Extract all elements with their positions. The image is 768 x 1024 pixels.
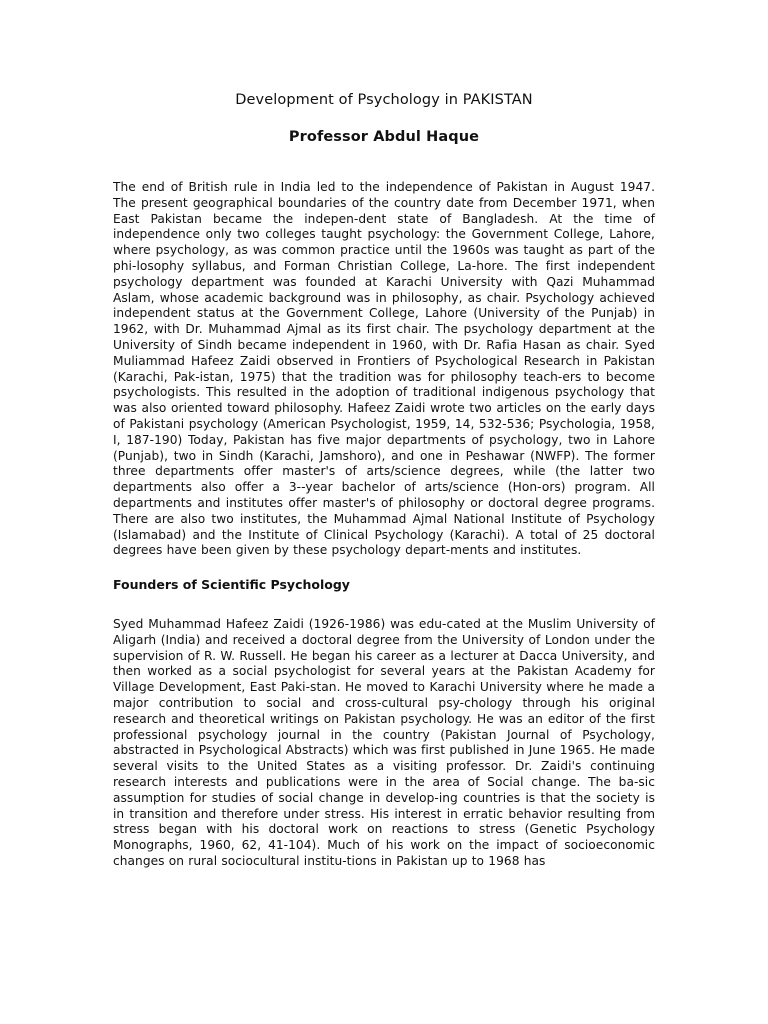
body-paragraph-zaidi: Syed Muhammad Hafeez Zaidi (1926-1986) was edu-cated at the Muslim University of Aligarh (India) and received a doctoral degree from the University of London under the supervision of R. W. Russell. He began his career as a lecturer at Dacca University, and then worked as a social psychologist for several years at the Pakistan Academy for Village Development, East Paki-stan. He moved to Karachi University where he made a major contribution to social and cross-cultural psy-chology through his original research and theoretical writings on Pakistan psychology. He was an editor of the first professional psychology journal in the country (Pakistan Journal of Psychology, abstracted in Psychological Abstracts) which was first published in June 1965. He made several visits to the United States as a visiting professor. Dr. Zaidi's continuing research interests and publications were in the area of Social change. The ba-sic assumption for studies of social change in develop-ing countries is that the society is in transition and therefore under stress. His interest in erratic behavior resulting from stress began with his doctoral work on reactions to stress (Genetic Psychology Monographs, 1960, 62, 41-104). Much of his work on the impact of socioeconomic changes on rural sociocultural institu-tions in Pakistan up to 1968 has	[113, 617, 655, 868]
document-title: Development of Psychology in PAKISTAN	[235, 92, 533, 108]
document-author: Professor Abdul Haque	[288, 129, 480, 145]
section-heading-founders: Founders of Scientific Psychology	[113, 577, 350, 592]
body-paragraph-intro: The end of British rule in India led to the independence of Pakistan in August 1947. The present geographical boundaries of the country date from December 1971, when East Pakistan became the indepen-dent state of Bangladesh. At the time of independence only two colleges taught psychology: the Government College, Lahore, where psychology, as was common practice until the 1960s was taught as part of the phi-losophy syllabus, and Forman Christian College, La-hore. The first independent psychology department was founded at Karachi University with Qazi Muhammad Aslam, whose academic background was in philosophy, as chair. Psychology achieved independent status at the Government College, Lahore (University of the Punjab) in 1962, with Dr. Muhammad Ajmal as its first chair. The psychology department at the University of Sindh became independent in 1960, with Dr. Rafia Hasan as chair. Syed Muliammad Hafeez Zaidi observed in Frontiers of Psychological Research in Pakistan (Karachi, Pak-istan, 1975) that the tradition was for philosophy teach-ers to become psychologists. This resulted in the adoption of traditional indigenous psychology that was also oriented toward philosophy. Hafeez Zaidi wrote two articles on the early days of Pakistani psychology (American Psychologist, 1959, 14, 532-536; Psychologia, 1958, I, 187-190) Today, Pakistan has five major departments of psychology, two in Lahore (Punjab), two in Sindh (Karachi, Jamshoro), and one in Peshawar (NWFP). The former three departments offer master's of arts/science degrees, while (the latter two departments also offer a 3--year bachelor of arts/science (Hon-ors) program. All departments and institutes offer master's of philosophy or doctoral degree programs. There are also two institutes, the Muhammad Ajmal National Institute of Psychology (Islamabad) and the Institute of Clinical Psychology (Karachi). A total of 25 doctoral degrees have been given by these psychology depart-ments and institutes.	[113, 180, 655, 558]
